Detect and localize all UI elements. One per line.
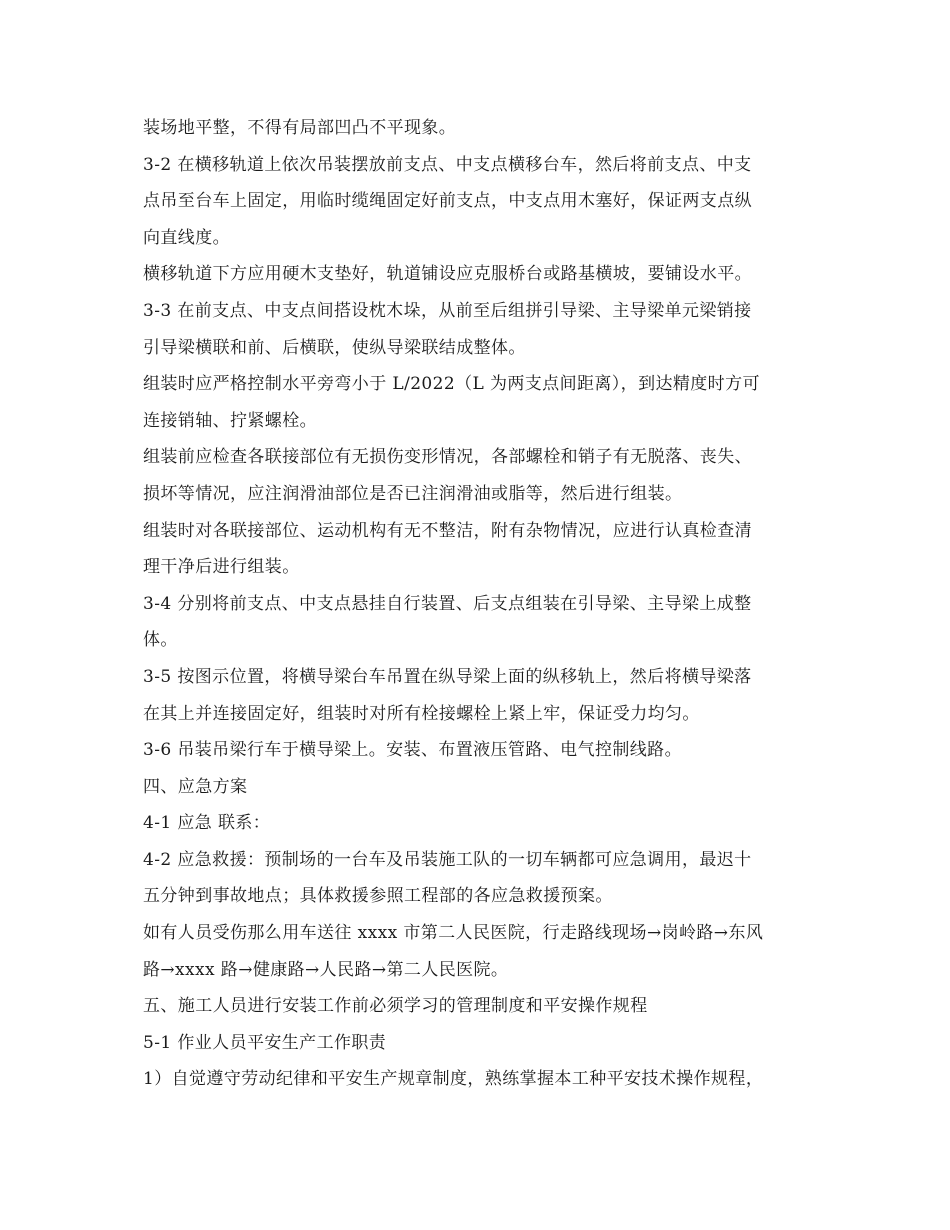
text-line: 理干净后进行组装。: [143, 557, 300, 578]
text-line: 5-1 作业人员平安生产工作职责: [143, 1032, 387, 1053]
text-line: 组装前应检查各联接部位有无损伤变形情况，各部螺栓和销子有无脱落、丧失、: [143, 447, 752, 468]
section-heading: 四、应急方案: [143, 776, 248, 797]
text-line: 连接销轴、拧紧螺栓。: [143, 410, 317, 431]
text-line: 在其上并连接固定好，组装时对所有栓接螺栓上紧上牢，保证受力均匀。: [143, 703, 700, 724]
text-line: 4-2 应急救援：预制场的一台车及吊装施工队的一切车辆都可应急调用，最迟十: [143, 849, 752, 870]
text-line: 3-3 在前支点、中支点间搭设枕木垛，从前至后组拼引导梁、主导梁单元梁销接: [143, 300, 752, 321]
text-line: 引导梁横联和前、后横联，使纵导梁联结成整体。: [143, 337, 526, 358]
text-line: 组装时应严格控制水平旁弯小于 L/2022（L 为两支点间距离），到达精度时方可: [143, 374, 760, 395]
text-line: 3-2 在横移轨道上依次吊装摆放前支点、中支点横移台车，然后将前支点、中支: [143, 154, 752, 175]
text-line: 1）自觉遵守劳动纪律和平安生产规章制度，熟练掌握本工种平安技术操作规程，: [143, 1069, 764, 1090]
text-line: 如有人员受伤那么用车送往 xxxx 市第二人民医院，行走路线现场→岗岭路→东风: [143, 923, 764, 944]
text-line: 横移轨道下方应用硬木支垫好，轨道铺设应克服桥台或路基横坡，要铺设水平。: [143, 264, 752, 285]
text-line: 组装时对各联接部位、运动机构有无不整洁，附有杂物情况，应进行认真检查清: [143, 520, 752, 541]
document-body: [143, 110, 809, 1098]
text-line: 点吊至台车上固定，用临时缆绳固定好前支点，中支点用木塞好，保证两支点纵: [143, 191, 752, 212]
text-line: 4-1 应急 联系：: [143, 813, 271, 834]
text-line: 3-5 按图示位置，将横导梁台车吊置在纵导梁上面的纵移轨上，然后将横导梁落: [143, 666, 752, 687]
text-line: 3-4 分别将前支点、中支点悬挂自行装置、后支点组装在引导梁、主导梁上成整: [143, 593, 752, 614]
text-line: 3-6 吊装吊梁行车于横导梁上。安装、布置液压管路、电气控制线路。: [143, 740, 682, 761]
text-line: 五分钟到事故地点；具体救援参照工程部的各应急救援预案。: [143, 886, 613, 907]
text-line: 向直线度。: [143, 227, 230, 248]
text-line: 损坏等情况，应注润滑油部位是否已注润滑油或脂等，然后进行组装。: [143, 483, 683, 504]
text-line: 装场地平整，不得有局部凹凸不平现象。: [143, 118, 457, 138]
section-heading: 五、施工人员进行安装工作前必须学习的管理制度和平安操作规程: [143, 996, 648, 1017]
text-line: 路→xxxx 路→健康路→人民路→第二人民医院。: [143, 959, 509, 980]
text-line: 体。: [143, 630, 178, 651]
